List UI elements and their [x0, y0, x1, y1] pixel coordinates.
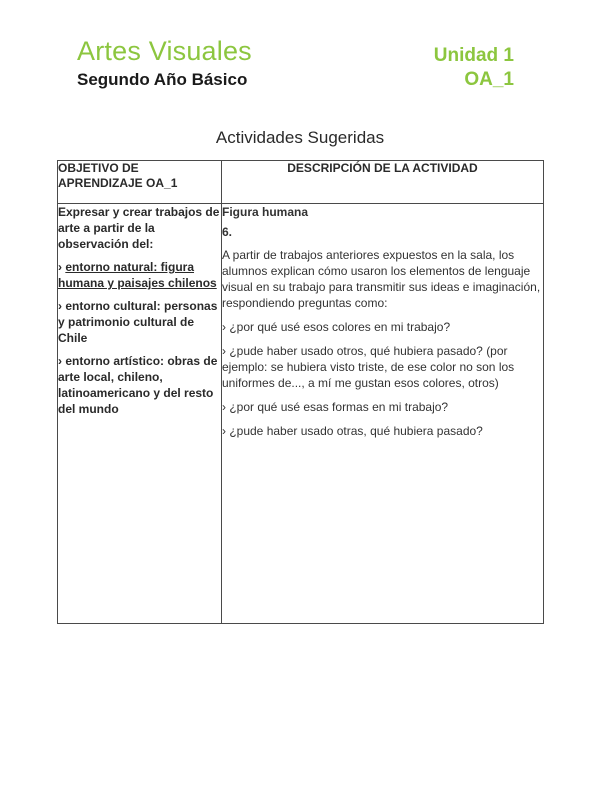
oa-label: OA_1: [464, 69, 514, 90]
grade-subtitle: Segundo Año Básico: [77, 70, 248, 89]
objective-item-text: entorno cultural: personas y patrimonio cultural de Chile: [58, 299, 218, 345]
activity-question: › ¿por qué usé esos colores en mi trabajo?: [222, 320, 451, 334]
objective-item-text: entorno natural: figura humana y paisajes chilenos: [58, 260, 217, 290]
unit-label: Unidad 1: [433, 45, 514, 66]
objective-intro: Expresar y crear trabajos de arte a partir de la observación del:: [58, 205, 220, 251]
bullet-marker: ›: [58, 299, 66, 313]
subject-title: Artes Visuales: [77, 36, 252, 66]
activity-question: › ¿por qué usé esas formas en mi trabajo?: [222, 400, 449, 414]
activity-title: Figura humana: [222, 205, 309, 219]
activity-question: › ¿pude haber usado otros, qué hubiera pasado? (por ejemplo: se hubiera visto triste, de ese color no son los uniformes de..., a mí me gustan esos colores, otros): [222, 344, 515, 390]
description-column-header: DESCRIPCIÓN DE LA ACTIVIDAD: [222, 161, 544, 204]
activities-table: [57, 160, 544, 624]
objective-item-natural: [58, 259, 221, 291]
bullet-marker: ›: [58, 260, 66, 274]
activity-number: 6.: [222, 225, 233, 239]
page-header: [77, 36, 514, 96]
activity-question: › ¿pude haber usado otras, qué hubiera pasado?: [222, 424, 483, 438]
objective-item-artistic: [58, 353, 221, 417]
objective-item-text: entorno artístico: obras de arte local, chileno, latinoamericano y del resto del mundo: [58, 354, 218, 416]
section-title: Actividades Sugeridas: [215, 128, 385, 147]
activity-description-cell: [222, 204, 544, 624]
objective-column-header: OBJETIVO DE APRENDIZAJE OA_1: [58, 161, 222, 204]
objective-cell: [58, 204, 222, 624]
table-row: [58, 204, 544, 624]
table-header-row: [58, 161, 544, 204]
activity-paragraph: A partir de trabajos anteriores expuestos en la sala, los alumnos explican cómo usaron los elementos de lenguaje visual en su trabajo para transmitir sus ideas e imaginación, respondiendo preguntas como:: [222, 248, 541, 310]
objective-item-cultural: [58, 298, 221, 346]
bullet-marker: ›: [58, 354, 66, 368]
